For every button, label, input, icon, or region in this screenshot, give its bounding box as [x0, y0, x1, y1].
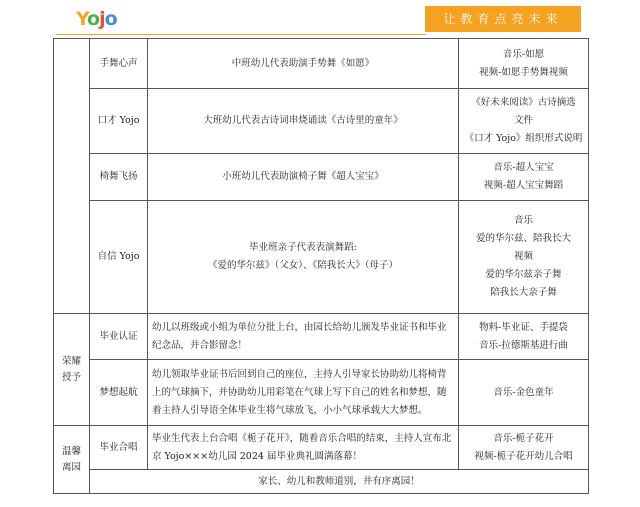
resource-line: 视频-栀子花开幼儿合唱 [474, 450, 573, 462]
resource-line: 音乐 [513, 215, 533, 226]
item-cell: 毕业合唱 [90, 426, 148, 470]
ceremony-program-table [53, 38, 589, 494]
resource-line: 爱的华尔兹、陪我长大 [475, 233, 571, 244]
page-header [0, 0, 640, 38]
resource-line: 《好未来阅读》古诗摘选 [471, 97, 576, 108]
stage-cell: 温馨离园 [54, 426, 90, 494]
content-cell: 大班幼儿代表古诗词串烧诵读《古诗里的童年》 [148, 89, 459, 154]
content-cell: 幼儿以班级或小组为单位分批上台，由园长给幼儿颁发毕业证书和毕业纪念品，并合影留念！ [148, 314, 459, 360]
resource-line: 音乐-栀子花开 [493, 432, 554, 444]
item-cell: 椅舞飞扬 [90, 154, 148, 201]
stage-cell [54, 39, 90, 314]
resource-line: 物料-毕业证、手提袋 [479, 321, 568, 333]
item-cell: 毕业认证 [90, 314, 148, 360]
content-line: 毕业班亲子代表表演舞蹈: [249, 242, 357, 253]
resources-cell [459, 426, 589, 470]
item-cell: 自信 Yojo [90, 201, 148, 314]
resource-line: 陪我长大亲子舞 [490, 287, 557, 298]
logo-letter: Y [76, 8, 88, 30]
resource-line: 视频 [513, 251, 533, 262]
resource-line: 音乐-如愿 [502, 48, 545, 60]
resource-line: 爱的华尔兹亲子舞 [485, 269, 562, 280]
content-cell: 中班幼儿代表助演手势舞《如愿》 [148, 39, 459, 89]
table-row [54, 89, 589, 154]
logo-letter: o [104, 8, 117, 30]
table-row [54, 426, 589, 470]
item-cell: 梦想起航 [90, 360, 148, 426]
table-row [54, 39, 589, 89]
logo-letter: o [87, 8, 100, 30]
resources-cell [459, 201, 589, 314]
resources-cell: 音乐-金色童年 [459, 360, 589, 426]
header-divider [56, 34, 426, 35]
content-cell: 幼儿领取毕业证书后回到自己的座位，主持人引导家长协助幼儿将椅背上的气球摘下，并协助幼儿用彩笔在气球上写下自己的姓名和梦想，随着主持人引导语全体毕业生将气球放飞，小小气球承载大大梦想。 [148, 360, 459, 426]
footer-note-cell: 家长、幼儿和教师道别，井有序离园！ [90, 470, 589, 494]
resource-line: 文件 [513, 115, 533, 126]
content-cell: 小班幼儿代表助演椅子舞《超人宝宝》 [148, 154, 459, 201]
resource-line: 音乐-超人宝宝 [493, 162, 554, 173]
table-row [54, 314, 589, 360]
table-row [54, 360, 589, 426]
resource-line: 《口才 Yojo》组织形式说明 [464, 133, 583, 144]
content-cell [148, 201, 459, 314]
resources-cell [459, 154, 589, 201]
content-cell: 毕业生代表上台合唱《栀子花开》，随着音乐合唱的结束，主持人宣布北京 Yojo×××幼儿园 2024 届毕业典礼圆满落幕！ [148, 426, 459, 470]
slogan-banner: 让教育点亮未来 [425, 6, 581, 32]
item-cell: 手舞心声 [90, 39, 148, 89]
content-line: 《爱的华尔兹》（父女）、《陪我长大》（母子） [207, 260, 398, 271]
resources-cell [459, 314, 589, 360]
resources-cell [459, 39, 589, 89]
item-cell: 口才 Yojo [90, 89, 148, 154]
table-row [54, 470, 589, 494]
table-row [54, 201, 589, 314]
yojo-logo [76, 8, 117, 30]
resource-line: 视频-如愿手势舞视频 [479, 66, 568, 78]
resource-line: 视频-超人宝宝舞蹈 [483, 180, 564, 191]
table-row [54, 154, 589, 201]
resources-cell [459, 89, 589, 154]
stage-cell: 荣耀授予 [54, 314, 90, 426]
logo-letter: j [99, 8, 105, 30]
resource-line: 音乐-拉德斯基进行曲 [479, 339, 568, 351]
